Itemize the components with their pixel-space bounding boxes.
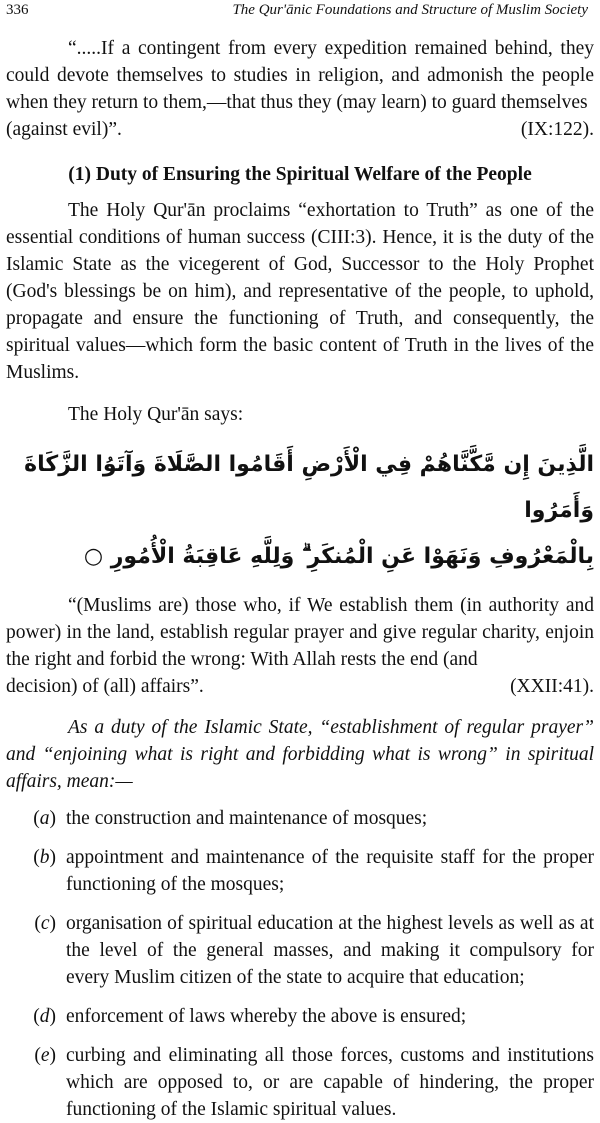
quote-reference: (IX:122).: [520, 119, 594, 140]
list-marker: (c): [34, 913, 56, 934]
quote-last-line: decision) of (all) affairs”.: [6, 676, 204, 697]
quote-last-line: (against evil)”.: [6, 119, 122, 140]
page-header: [6, 2, 594, 26]
quran-says-line: The Holy Qur'ān says:: [68, 404, 244, 425]
block-quote-xxii-41: [6, 592, 594, 700]
list-item-text: enforcement of laws whereby the above is ensured;: [66, 1006, 467, 1027]
list-item: [6, 1042, 594, 1123]
arabic-verse-line-2: بِالْمَعْرُوفِ وَنَهَوْا عَنِ الْمُنكَرِ ۗ وَلِلَّهِ عَاقِبَةُ الْأُمُورِ ○: [83, 544, 594, 569]
list-item: [6, 910, 594, 991]
arabic-verse-line-1: الَّذِينَ إِن مَّكَّنَّاهُمْ فِي الْأَرْضِ أَقَامُوا الصَّلَاةَ وَآتَوُا الزَّكَاةَ وَأَمَرُوا: [24, 452, 594, 523]
list-marker: (b): [33, 847, 56, 868]
list-marker: (a): [33, 808, 56, 829]
section-heading: (1) Duty of Ensuring the Spiritual Welfare of the People: [68, 164, 532, 185]
quote-closing-line: [6, 673, 594, 700]
duty-list: [6, 805, 594, 1123]
list-item: [6, 805, 594, 832]
quote-reference: (XXII:41).: [510, 676, 594, 697]
running-head: The Qur'ānic Foundations and Structure of Muslim Society: [232, 2, 588, 18]
duty-intro-paragraph: As a duty of the Islamic State, “establishment of regular prayer” and “enjoining what is right and forbidding what is wrong” in spiritual affairs, mean:—: [6, 717, 594, 792]
page-content: [6, 30, 594, 1123]
quote-text: “.....If a contingent from every expedition remained behind, they could devote themselves to studies in religion, and admonish the people when they return to them,—that thus they (may learn) to guard themselves: [6, 38, 594, 113]
list-marker: (d): [33, 1006, 56, 1027]
list-marker: (e): [34, 1045, 56, 1066]
list-item: [6, 844, 594, 898]
list-item-text: curbing and eliminating all those forces, customs and institutions which are opposed to, or are capable of hindering, the proper functioning of the Islamic spiritual values.: [66, 1045, 594, 1120]
list-item-text: the construction and maintenance of mosques;: [66, 808, 428, 829]
list-item-text: appointment and maintenance of the requisite staff for the proper functioning of the mosques;: [66, 847, 594, 895]
paragraph-truth: The Holy Qur'ān proclaims “exhortation to Truth” as one of the essential conditions of human success (CIII:3). Hence, it is the duty of the Islamic State as the vicegerent of God, Successor to the Holy Prophet (God's blessings be on him), and representative of the people, to uphold, propagate and ensure the functioning of Truth, and consequently, the spiritual values—which form the basic content of Truth in the lives of the Muslims.: [6, 200, 594, 383]
arabic-verse: [6, 442, 594, 580]
page-number: 336: [6, 2, 29, 18]
quote-text: “(Muslims are) those who, if We establish them (in authority and power) in the land, establish regular prayer and give regular charity, enjoin the right and forbid the wrong: With Allah rests the end (and: [6, 595, 594, 670]
list-item-text: organisation of spiritual education at the highest levels as well as at the level of the general masses, and making it compulsory for every Muslim citizen of the state to acquire that education;: [66, 913, 594, 988]
list-item: [6, 1003, 594, 1030]
quote-closing-line: [6, 116, 594, 143]
block-quote-ix-122: [6, 35, 594, 143]
